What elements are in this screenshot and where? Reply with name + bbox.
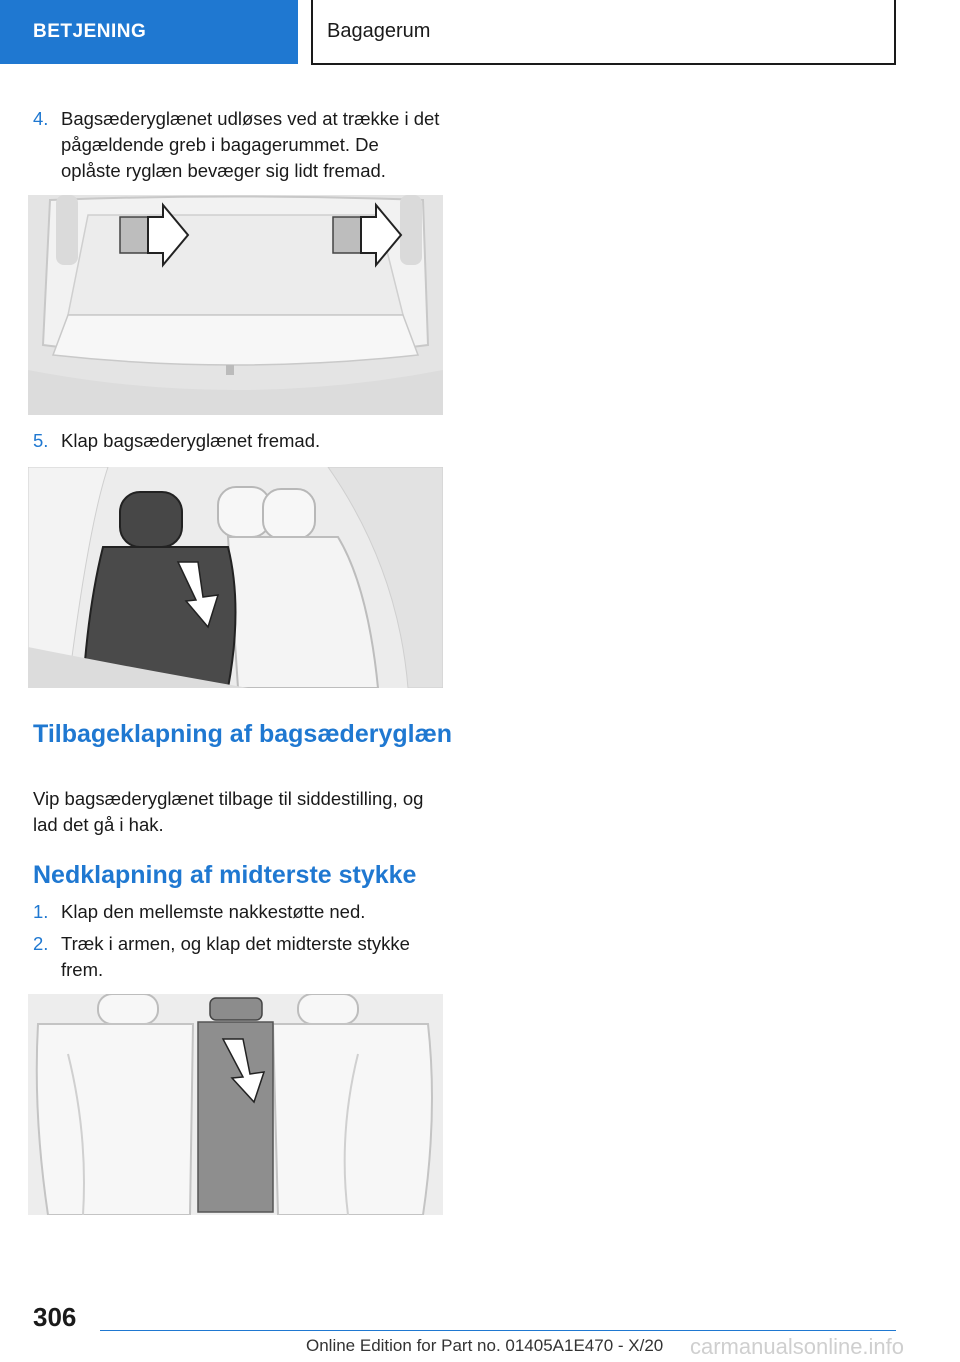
step-text: Klap bagsæderyglænet fremad. [61,430,321,451]
page-number: 306 [33,1302,77,1332]
page-title: Bagagerum [327,20,431,42]
section-tab: BETJENING [0,0,298,64]
rear-seat-fold-illustration [28,467,443,688]
page-title-box [311,0,896,65]
section-heading: Tilbageklapning af bagsæderyglæn [33,720,453,748]
trunk-illustration [28,195,443,415]
middle-section-illustration [28,994,443,1215]
step-number: 5. [33,430,49,451]
step-text: Klap den mellemste nakkestøtte ned. [61,901,366,922]
list-item [33,899,443,925]
section-text: Vip bagsæderyglænet tilbage til siddestilling, og lad det gå i hak. [33,788,424,835]
step-number: 2. [33,933,49,954]
watermark: carmanualsonline.info [690,1334,905,1359]
list-item [33,428,443,454]
footer-divider [100,1330,896,1331]
step-text: Bagsæderyglænet udløses ved at trække i det pågældende greb i bagagerummet. De oplåste ryglæn bevæger sig lidt fremad. [61,108,440,181]
step-number: 1. [33,901,49,922]
list-item [33,106,443,184]
step-text: Træk i armen, og klap det midterste stykke frem. [61,933,410,980]
list-item [33,931,443,983]
step-number: 4. [33,108,49,129]
edition-note: Online Edition for Part no. 01405A1E470 - X/20 [306,1336,664,1355]
section-heading: Nedklapning af midterste stykke [33,861,417,889]
